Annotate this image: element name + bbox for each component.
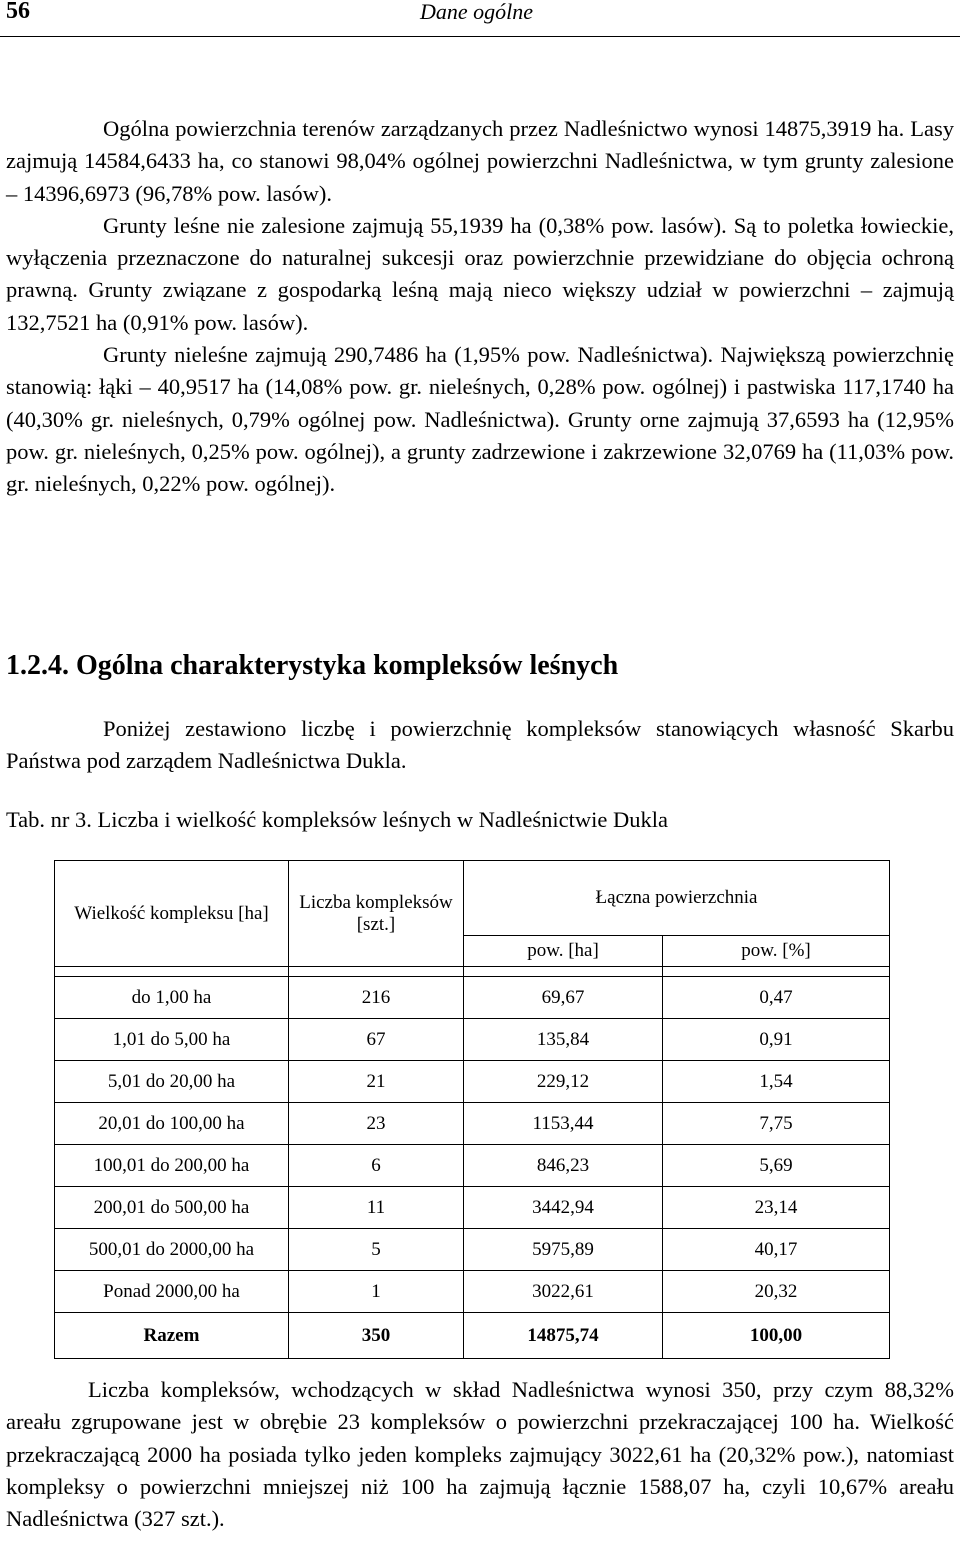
cell-area-pct: 7,75: [663, 1103, 890, 1145]
cell-area-pct: 0,47: [663, 977, 890, 1019]
header-total-area: Łączna powierzchnia: [464, 861, 890, 936]
cell-size: do 1,00 ha: [55, 977, 289, 1019]
total-area-pct: 100,00: [663, 1313, 890, 1359]
page-number: 56: [6, 0, 30, 24]
table-row: [55, 1061, 890, 1103]
table-row: [55, 1229, 890, 1271]
header-size: Wielkość kompleksu [ha]: [55, 861, 289, 967]
running-head: Dane ogólne: [420, 0, 534, 24]
table-row: [55, 1103, 890, 1145]
total-label: Razem: [55, 1313, 289, 1359]
section-intro: [6, 713, 954, 778]
cell-size: 1,01 do 5,00 ha: [55, 1019, 289, 1061]
cell-area-ha: 5975,89: [464, 1229, 663, 1271]
complex-size-table: [54, 860, 890, 1359]
cell-area-pct: 0,91: [663, 1019, 890, 1061]
cell-area-ha: 229,12: [464, 1061, 663, 1103]
table-row: [55, 977, 890, 1019]
table-caption: Tab. nr 3. Liczba i wielkość kompleksów leśnych w Nadleśnictwie Dukla: [6, 807, 669, 832]
cell-size: 100,01 do 200,00 ha: [55, 1145, 289, 1187]
cell-area-ha: 135,84: [464, 1019, 663, 1061]
cell-count: 11: [289, 1187, 464, 1229]
paragraph-non-forest-land: Grunty nieleśne zajmują 290,7486 ha (1,95% pow. Nadleśnictwa). Największą powierzchnię stanowią: łąki – 40,9517 ha (14,08% pow. gr. nieleśnych, 0,28% pow. ogólnej) i pastwiska 117,1740 ha (40,30% gr. nieleśnych, 0,79% ogólnej pow. Nadleśnictwa). Grunty orne zajmują 37,6593 ha (12,95% pow. gr. nieleśnych, 0,25% pow. ogólnej), a grunty zadrzewione i zakrzewione 32,0769 ha (11,03% pow. gr. nieleśnych, 0,22% pow. ogólnej).: [6, 342, 954, 497]
cell-area-ha: 846,23: [464, 1145, 663, 1187]
cell-count: 67: [289, 1019, 464, 1061]
cell-count: 216: [289, 977, 464, 1019]
header-rule: [0, 36, 960, 37]
intro-text: [6, 113, 954, 501]
table-row: [55, 1019, 890, 1061]
header-area-pct: pow. [%]: [663, 936, 890, 967]
header-area-ha: pow. [ha]: [464, 936, 663, 967]
cell-area-ha: 3022,61: [464, 1271, 663, 1313]
table-row: [55, 1145, 890, 1187]
cell-area-pct: 1,54: [663, 1061, 890, 1103]
cell-size: 20,01 do 100,00 ha: [55, 1103, 289, 1145]
cell-size: 5,01 do 20,00 ha: [55, 1061, 289, 1103]
cell-count: 23: [289, 1103, 464, 1145]
cell-area-ha: 69,67: [464, 977, 663, 1019]
paragraph-forest-land: Grunty leśne nie zalesione zajmują 55,1939 ha (0,38% pow. lasów). Są to poletka łowieckie, wyłączenia przeznaczone do naturalnej sukcesji oraz powierzchnie przewidziane do objęcia ochroną prawną. Grunty związane z gospodarką leśną mają nieco większy udział w powierzchni – zajmują 132,7521 ha (0,91% pow. lasów).: [6, 212, 954, 335]
cell-count: 21: [289, 1061, 464, 1103]
cell-size: 500,01 do 2000,00 ha: [55, 1229, 289, 1271]
cell-area-pct: 23,14: [663, 1187, 890, 1229]
total-area-ha: 14875,74: [464, 1313, 663, 1359]
table-row: [55, 1271, 890, 1313]
section-heading: 1.2.4. Ogólna charakterystyka kompleksów leśnych: [6, 650, 619, 681]
total-count: 350: [289, 1313, 464, 1359]
cell-count: 1: [289, 1271, 464, 1313]
cell-area-ha: 1153,44: [464, 1103, 663, 1145]
cell-area-pct: 40,17: [663, 1229, 890, 1271]
cell-size: 200,01 do 500,00 ha: [55, 1187, 289, 1229]
cell-count: 6: [289, 1145, 464, 1187]
table-spacer: [55, 967, 890, 977]
header-count: Liczba kompleksów [szt.]: [289, 861, 464, 967]
closing-paragraph: Liczba kompleksów, wchodzących w skład Nadleśnictwa wynosi 350, przy czym 88,32% areału zgrupowane jest w obrębie 23 kompleksów o powierzchni przekraczającej 100 ha. Wielkość przekraczającą 2000 ha posiada tylko jeden kompleks zajmujący 3022,61 ha (20,32% pow.), natomiast kompleksy o powierzchni mniejszej niż 100 ha zajmują łącznie 1588,07 ha, czyli 10,67% areału Nadleśnictwa (327 szt.).: [6, 1377, 954, 1532]
cell-count: 5: [289, 1229, 464, 1271]
section-intro-paragraph: Poniżej zestawiono liczbę i powierzchnię kompleksów stanowiących własność Skarbu Państwa pod zarządem Nadleśnictwa Dukla.: [6, 716, 954, 774]
paragraph-land-area: Ogólna powierzchnia terenów zarządzanych przez Nadleśnictwo wynosi 14875,3919 ha. Lasy zajmują 14584,6433 ha, co stanowi 98,04% ogólnej powierzchni Nadleśnictwa, w tym grunty zalesione – 14396,6973 (96,78% pow. lasów).: [6, 116, 954, 206]
cell-area-pct: 20,32: [663, 1271, 890, 1313]
table-row: [55, 1187, 890, 1229]
table-total-row: [55, 1313, 890, 1359]
cell-area-pct: 5,69: [663, 1145, 890, 1187]
closing-text: [6, 1374, 954, 1535]
cell-size: Ponad 2000,00 ha: [55, 1271, 289, 1313]
cell-area-ha: 3442,94: [464, 1187, 663, 1229]
